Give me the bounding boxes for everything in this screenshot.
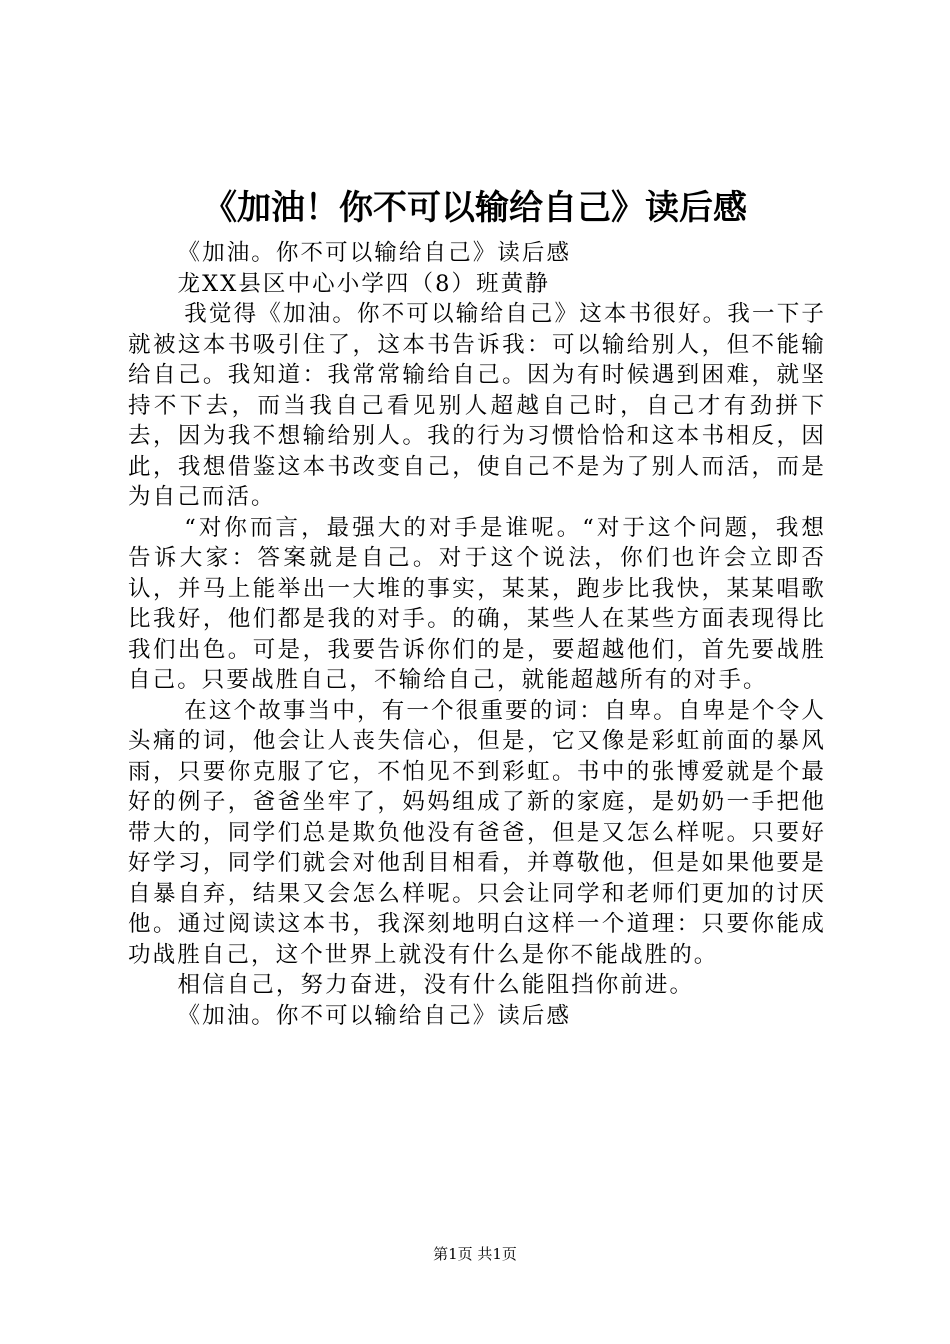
document-title: 《加油！你不可以输给自己》读后感 <box>203 188 747 228</box>
paragraph-2: “对你而言，最强大的对手是谁呢。“对于这个问题，我想告诉大家：答案就是自己。对于这个说法，你们也许会立即否认，并马上能举出一大堆的事实，某某，跑步比我快，某某唱歌比我好，他们都是我的对手。的确，某些人在某些方面表现得比我们出色。可是，我要告诉你们的是，要超越他们，首先要战胜自己。只要战胜自己，不输给自己，就能超越所有的对手。 <box>128 514 826 693</box>
closing-line: 《加油。你不可以输给自己》读后感 <box>177 1002 572 1029</box>
paragraph-4: 相信自己，努力奋进，没有什么能阻挡你前进。 <box>177 972 695 998</box>
paragraph-3: 在这个故事当中，有一个很重要的词：自卑。自卑是个令人头痛的词，他会让人丧失信心，但是，它又像是彩虹前面的暴风雨，只要你克服了它，不怕见不到彩虹。书中的张博爱就是个最好的例子，爸爸坐牢了，妈妈组成了新的家庭，是奶奶一手把他带大的，同学们总是欺负他没有爸爸，但是又怎么样呢。只要好好学习，同学们就会对他刮目相看，并尊敬他，但是如果他要是自暴自弃，结果又会怎么样呢。只会让同学和老师们更加的讨厌他。通过阅读这本书，我深刻地明白这样一个道理：只要你能成功战胜自己，这个世界上就没有什么是你不能战胜的。 <box>128 697 826 968</box>
document-body <box>128 238 826 1031</box>
paragraph-1: 我觉得《加油。你不可以输给自己》这本书很好。我一下子就被这本书吸引住了，这本书告诉我：可以输给别人，但不能输给自己。我知道：我常常输给自己。因为有时候遇到困难，就坚持不下去，而当我自己看见别人超越自己时，自己才有劲拼下去，因为我不想输给别人。我的行为习惯恰恰和这本书相反，因此，我想借鉴这本书改变自己，使自己不是为了别人而活，而是为自己而活。 <box>128 301 826 510</box>
page-footer: 第1页 共1页 <box>433 1245 517 1263</box>
author-line: 龙XX县区中心小学四（8）班黄静 <box>177 270 550 297</box>
subtitle-line: 《加油。你不可以输给自己》读后感 <box>177 240 572 266</box>
